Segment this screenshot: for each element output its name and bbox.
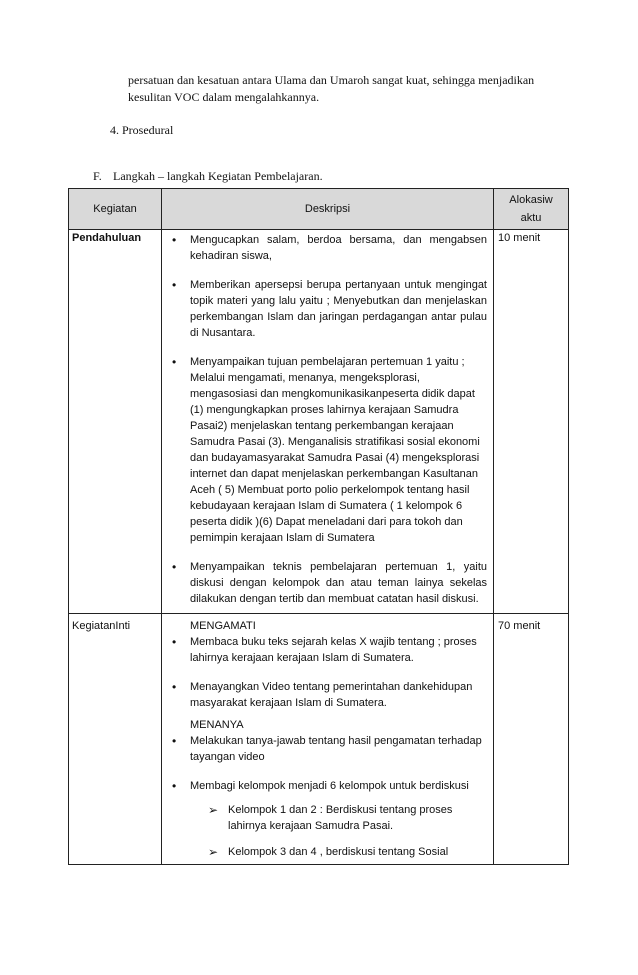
- header-kegiatan: Kegiatan: [69, 189, 162, 230]
- intro-line-1: persatuan dan kesatuan antara Ulama dan Umaroh sangat kuat, sehingga menjadikan: [128, 73, 535, 87]
- inti-label: KegiatanInti: [69, 614, 162, 865]
- intro-line-2: kesulitan VOC dalam mengalahkannya.: [128, 90, 320, 104]
- inti-time: 70 menit: [494, 614, 569, 865]
- pendahuluan-time: 10 menit: [494, 230, 569, 614]
- intro-paragraph: [128, 72, 558, 106]
- table-row-pendahuluan: [69, 230, 569, 614]
- menanya-item-1: • Melakukan tanya-jawab tentang hasil pengamatan terhadap tayangan video: [168, 733, 487, 765]
- kelompok-item-1: ➢ Kelompok 1 dan 2 : Berdiskusi tentang proses lahirnya kerajaan Samudra Pasai.: [206, 802, 487, 834]
- menanya-list: [168, 733, 487, 794]
- pendahuluan-list: [168, 232, 487, 607]
- section-f-heading: [93, 169, 323, 184]
- menanya-heading: MENANYA: [190, 719, 244, 731]
- pendahuluan-item-1: • Mengucapkan salam, berdoa bersama, dan mengabsen kehadiran siswa,: [168, 232, 487, 264]
- mengamati-item-1: • Membaca buku teks sejarah kelas X wajib tentang ; proses lahirnya kerajaan kerajaan Islam di Sumatera.: [168, 634, 487, 666]
- kelompok-item-2: ➢ Kelompok 3 dan 4 , berdiskusi tentang Sosial: [206, 844, 487, 860]
- table-header-row: [69, 189, 569, 230]
- header-alokasi-line-2: aktu: [520, 212, 542, 224]
- inti-description: [162, 614, 494, 865]
- kelompok-list: [206, 802, 487, 860]
- pendahuluan-item-2: • Memberikan apersepsi berupa pertanyaan untuk mengingat topik materi yang lalu yaitu ; Menyebutkan dan menjelaskan perkembangan Islam dan jaringan perdagangan antar pulau di Nusantara.: [168, 277, 487, 341]
- pendahuluan-label: Pendahuluan: [69, 230, 162, 614]
- header-alokasi-waktu: [494, 189, 569, 230]
- pendahuluan-item-4: • Menyampaikan teknis pembelajaran pertemuan 1, yaitu diskusi dengan kelompok dan atau teman lainya sekelas dilakukan dengan tertib dan membuat catatan hasil diskusi.: [168, 559, 487, 607]
- prosedural-heading: 4. Prosedural: [110, 123, 174, 137]
- pendahuluan-item-3: • Menyampaikan tujuan pembelajaran pertemuan 1 yaitu ; Melalui mengamati, menanya, mengeksplorasi, mengasosiasi dan mengkomunikasikanpeserta didik dapat (1) mengungkapkan proses lahirnya kerajaan Samudra Pasai2) menjelaskan tentang perkembangan kerajaan Samudra Pasai (3). Menganalisis stratifikasi sosial ekonomi dan budayamasyarakat Samudra Pasai (4) mengeksplorasi internet dan dapat menjelaskan perkembangan Kasultanan Aceh ( 5) Membuat porto polio perkelompok tentang hasil kebudayaan kerajaan Islam di Sumatera ( 1 kelompok 6 peserta didik )(6) Dapat meneladani dari para tokoh dan pemimpin kerajaan Islam di Sumatera: [168, 354, 487, 546]
- mengamati-list: [168, 634, 487, 711]
- section-f-title: Langkah – langkah Kegiatan Pembelajaran.: [113, 169, 323, 183]
- table-row-kegiatan-inti: [69, 614, 569, 865]
- header-deskripsi: Deskripsi: [162, 189, 494, 230]
- section-f-letter: F.: [93, 169, 102, 183]
- mengamati-item-2: • Menayangkan Video tentang pemerintahan dankehidupan masyarakat kerajaan Islam di Sumatera.: [168, 679, 487, 711]
- menanya-item-2: • Membagi kelompok menjadi 6 kelompok untuk berdiskusi: [168, 778, 487, 794]
- pendahuluan-description: [162, 230, 494, 614]
- learning-activities-table: [68, 188, 569, 865]
- mengamati-heading: MENGAMATI: [190, 620, 256, 632]
- header-alokasi-line-1: Alokasiw: [509, 194, 553, 206]
